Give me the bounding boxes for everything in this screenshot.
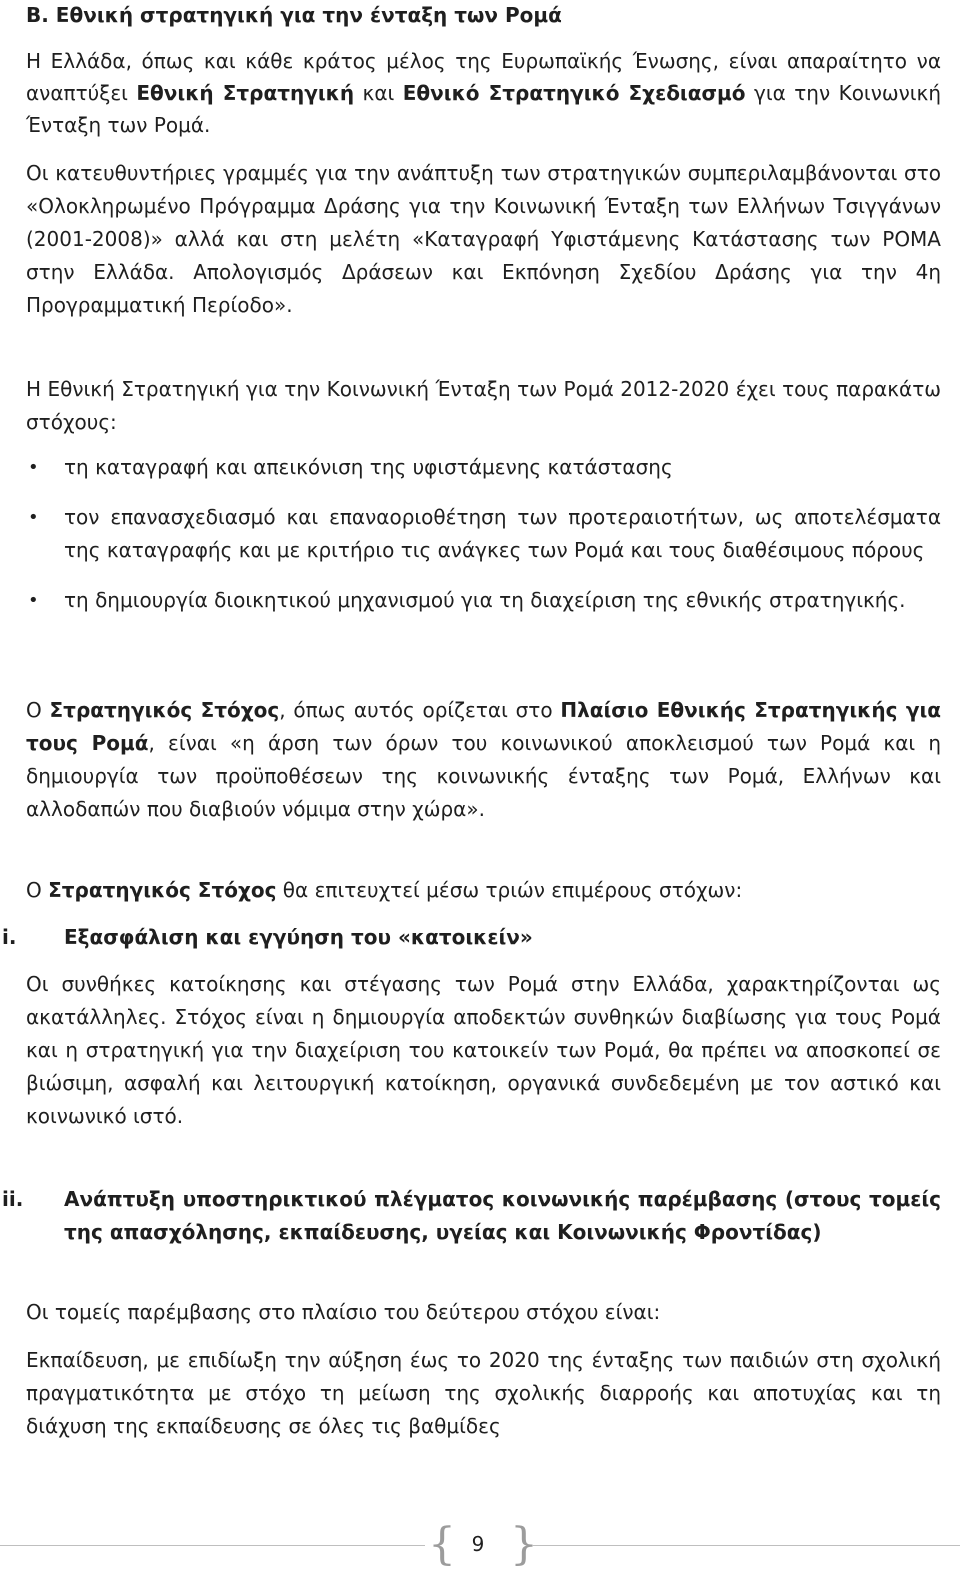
subheading-number: i. bbox=[2, 925, 17, 949]
footer-rule-right bbox=[532, 1545, 960, 1546]
strategic-text-2: , όπως αυτός ορίζεται στο bbox=[279, 698, 561, 722]
guidelines-text: Οι κατευθυντήριες γραμμές για την ανάπτυξη των στρατηγικών συμπεριλαμβάνονται στο «Ολοκληρωμένο Πρόγραμμα Δράσης για την Κοινωνική Ένταξη των Ελλήνων Τσιγγάνων (2001-2008)» αλλά και στη μελέτη «Καταγραφή Υφιστάμενης Κατάστασης των ΡΟΜΑ στην Ελλάδα. Απολογισμός Δράσεων και Εκπόνηση Σχεδίου Δράσης για την 4η Προγραμματική Περίοδο». bbox=[26, 161, 941, 317]
section-heading: B. Εθνική στρατηγική για την ένταξη των Ρομά bbox=[26, 3, 562, 27]
bullet-icon: • bbox=[28, 507, 39, 528]
bullet-icon: • bbox=[28, 590, 39, 611]
intro-bold-2: Εθνικό Στρατηγικό Σχεδιασμό bbox=[402, 81, 746, 105]
intro-text-3: για την Κοινωνική Ένταξη των Ρομά. bbox=[26, 81, 942, 137]
bullet-icon: • bbox=[28, 457, 39, 478]
intro-text-1: Η Ελλάδα, όπως και κάθε κράτος μέλος της Ευρωπαϊκής Ένωσης, είναι απαραίτητο να αναπτύξει bbox=[26, 49, 941, 105]
list-item-text: τη καταγραφή και απεικόνιση της υφιστάμενης κατάστασης bbox=[64, 455, 673, 479]
strategic-text-3: , είναι «η άρση των όρων του κοινωνικού αποκλεισμού των Ρομά και η δημιουργία των προϋποθέσεων της κοινωνικής ένταξης των Ρομά, Ελλήνων και αλλοδαπών που διαβιούν νόμιμα στην χώρα». bbox=[26, 731, 941, 821]
intro-bold-1: Εθνική Στρατηγική bbox=[136, 81, 355, 105]
strategic-bold-1: Στρατηγικός Στόχος bbox=[49, 698, 280, 722]
paragraph-strategic-goal bbox=[26, 694, 941, 826]
subheading-number: ii. bbox=[2, 1187, 24, 1211]
footer-rule-left bbox=[0, 1545, 425, 1546]
strategic-bold-2: Πλαίσιο Εθνικής Στρατηγικής για τους Ρομά bbox=[26, 698, 941, 755]
subgoals-bold: Στρατηγικός Στόχος bbox=[48, 878, 277, 902]
page-footer bbox=[0, 1515, 960, 1575]
paragraph-guidelines bbox=[26, 157, 941, 322]
page-number: 9 bbox=[471, 1532, 485, 1556]
subgoals-text-1: Ο bbox=[26, 878, 49, 902]
list-item bbox=[26, 451, 941, 484]
left-brace-icon: { bbox=[428, 1519, 456, 1570]
subheading-support bbox=[2, 1183, 941, 1249]
paragraph-intro bbox=[26, 45, 941, 141]
paragraph-goals-intro bbox=[26, 373, 941, 439]
intervention-text: Οι τομείς παρέμβασης στο πλαίσιο του δεύτερου στόχου είναι: bbox=[26, 1300, 661, 1324]
strategic-text-1: Ο bbox=[26, 698, 50, 722]
goals-intro-text: Η Εθνική Στρατηγική για την Κοινωνική Ένταξη των Ρομά 2012-2020 έχει τους παρακάτω στόχους: bbox=[26, 377, 941, 434]
subheading-housing bbox=[2, 921, 941, 954]
paragraph-intervention-areas bbox=[26, 1296, 941, 1329]
subheading-title: Εξασφάλιση και εγγύηση του «κατοικείν» bbox=[64, 925, 533, 949]
goals-list bbox=[26, 451, 941, 617]
paragraph-sub-goals-intro bbox=[26, 874, 941, 907]
list-item bbox=[26, 501, 941, 567]
list-item bbox=[26, 584, 941, 617]
subheading-title: Ανάπτυξη υποστηρικτικού πλέγματος κοινωνικής παρέμβασης (στους τομείς της απασχόλησης, εκπαίδευσης, υγείας και Κοινωνικής Φροντίδας) bbox=[64, 1187, 941, 1244]
subgoals-text-2: θα επιτευχτεί μέσω τριών επιμέρους στόχων: bbox=[276, 878, 743, 902]
intro-text-2: και bbox=[354, 81, 403, 105]
paragraph-education bbox=[26, 1344, 941, 1443]
list-item-text: τη δημιουργία διοικητικού μηχανισμού για τη διαχείριση της εθνικής στρατηγικής. bbox=[64, 588, 906, 612]
right-brace-icon: } bbox=[510, 1519, 538, 1570]
housing-text: Οι συνθήκες κατοίκησης και στέγασης των Ρομά στην Ελλάδα, χαρακτηρίζονται ως ακατάλληλες. Στόχος είναι η δημιουργία αποδεκτών συνθηκών διαβίωσης για τους Ρομά και η στρατηγική για την διαχείριση του κατοικείν των Ρομά, θα πρέπει να αποσκοπεί σε βιώσιμη, ασφαλή και λειτουργική κατοίκηση, οργανικά συνδεδεμένη με τον αστικό και κοινωνικό ιστό. bbox=[26, 972, 941, 1128]
paragraph-housing bbox=[26, 968, 941, 1133]
list-item-text: τον επανασχεδιασμό και επαναοριοθέτηση των προτεραιοτήτων, ως αποτελέσματα της καταγραφής και με κριτήριο τις ανάγκες των Ρομά και τους διαθέσιμους πόρους bbox=[64, 505, 941, 562]
education-text: Εκπαίδευση, με επιδίωξη την αύξηση έως το 2020 της ένταξης των παιδιών στη σχολική πραγματικότητα με στόχο τη μείωση της σχολικής διαρροής και αποτυχίας και τη διάχυση της εκπαίδευσης σε όλες τις βαθμίδες bbox=[26, 1348, 941, 1438]
